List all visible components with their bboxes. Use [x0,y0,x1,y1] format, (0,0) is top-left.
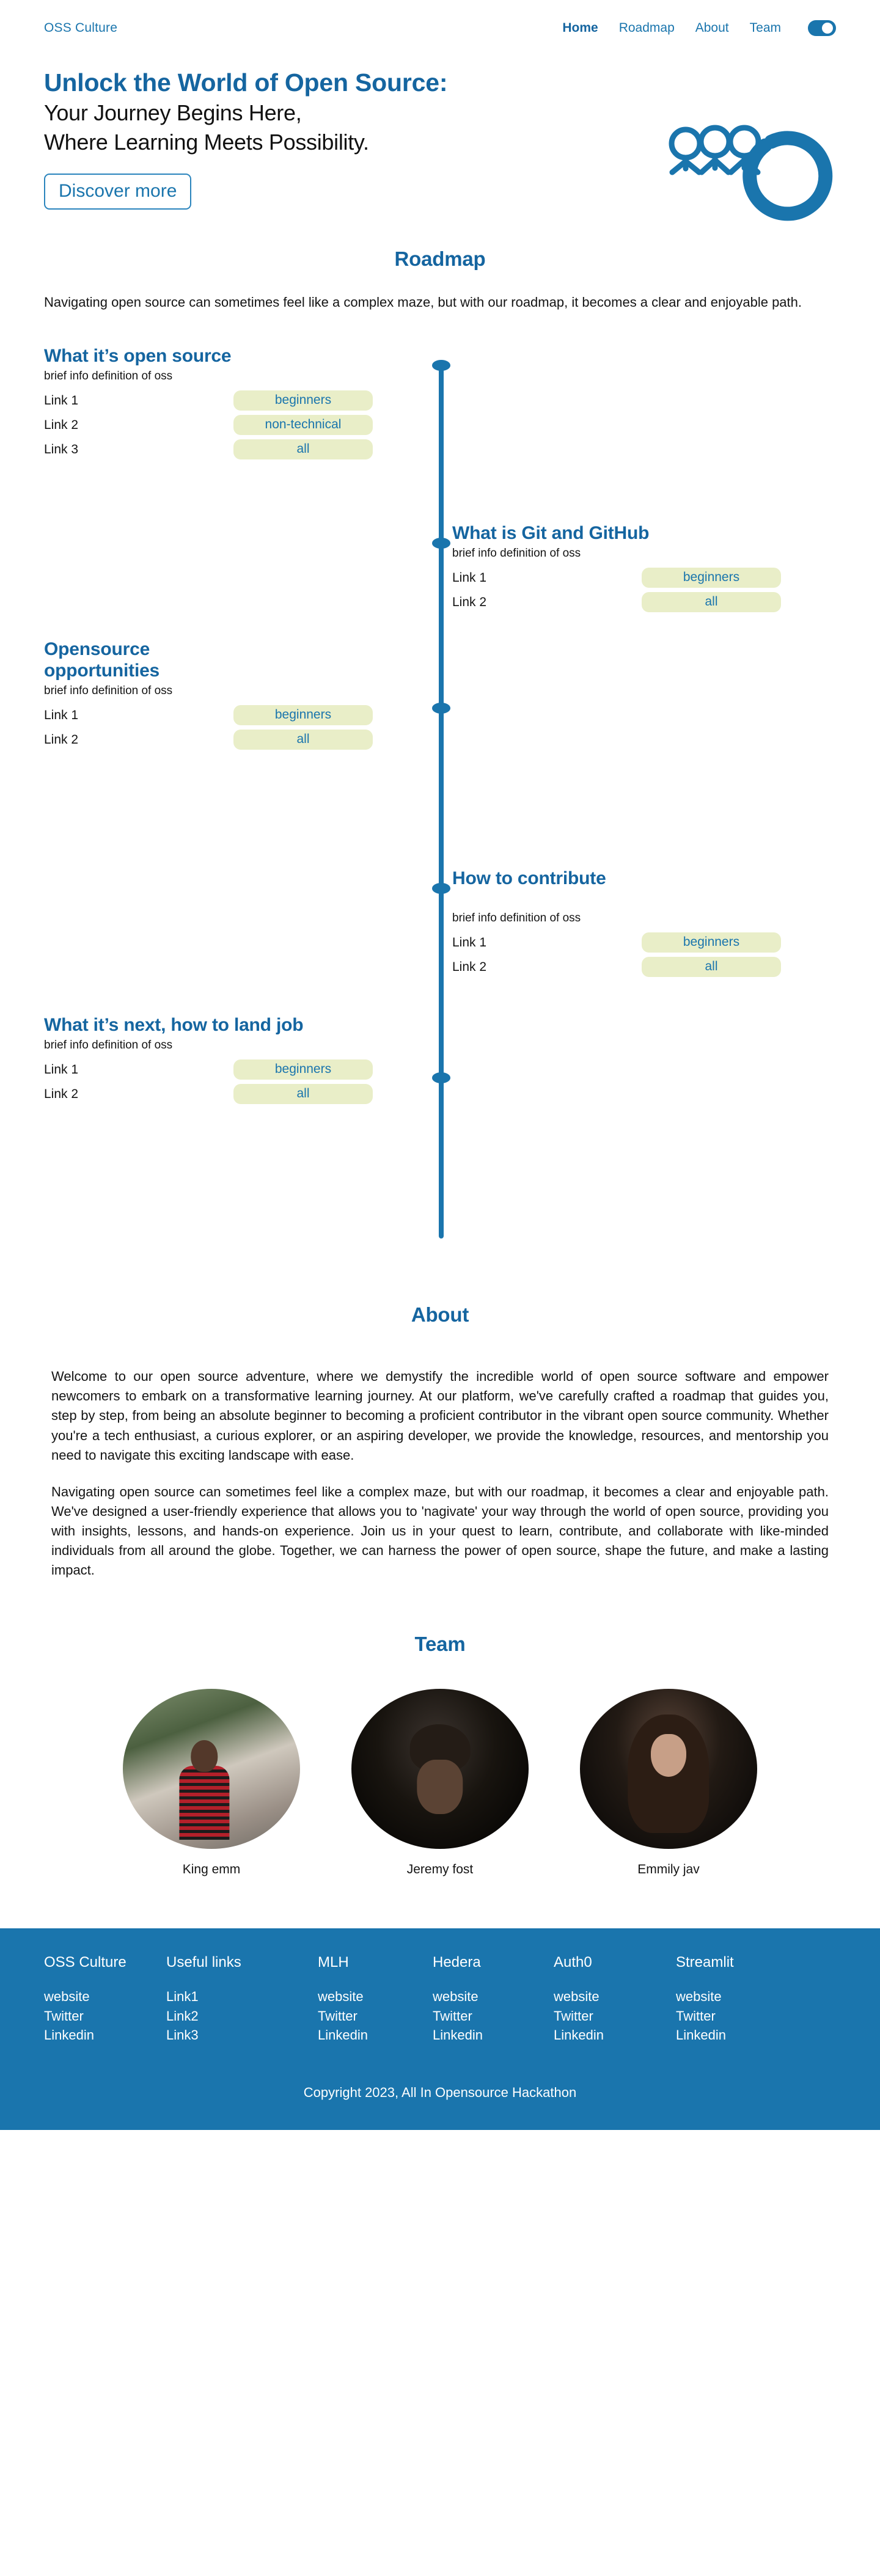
roadmap-item-5 [44,1014,411,1108]
footer-column-hedera [433,1954,554,2044]
footer-columns [44,1954,836,2044]
nav-link-team[interactable]: Team [749,21,781,35]
footer-column-oss-culture [44,1954,166,2044]
roadmap-item-links [44,705,411,750]
roadmap-link-row [44,705,411,725]
roadmap-intro-text: Navigating open source can sometimes feel like a complex maze, but with our roadmap, it becomes a clear and enjoyable path. [44,295,802,310]
footer-column-title: Streamlit [676,1954,734,1971]
timeline-dot-5 [432,1072,450,1083]
timeline-line [439,365,444,1239]
team-member [123,1689,300,1877]
footer-link[interactable]: website [44,1989,90,2005]
roadmap-link[interactable]: Link 1 [44,708,79,722]
footer-link[interactable]: Link2 [166,2008,199,2024]
roadmap-link-row [44,1084,411,1104]
team-member-name: Emmily jav [637,1862,700,1877]
footer-link[interactable]: Twitter [44,2008,84,2024]
roadmap-timeline [0,345,880,1256]
roadmap-link-row [44,415,411,435]
footer-link[interactable]: website [554,1989,600,2005]
roadmap-tag-badge: all [642,957,781,977]
team-title: Team [414,1633,466,1656]
roadmap-item-4 [452,868,819,981]
theme-toggle-switch[interactable] [808,20,836,36]
footer-link[interactable]: Twitter [433,2008,472,2024]
footer-column-title: Hedera [433,1954,481,1971]
footer-link[interactable]: website [318,1989,364,2005]
roadmap-item-description: brief info definition of oss [452,547,581,560]
site-footer [0,1928,880,2130]
team-section [0,1580,880,1877]
timeline-dot-2 [432,538,450,549]
roadmap-tag-badge: beginners [233,1059,373,1080]
nav-links [562,20,836,36]
roadmap-tag-badge: beginners [642,932,781,953]
roadmap-title: Roadmap [394,247,486,271]
roadmap-item-links [44,390,411,459]
roadmap-link-row [452,957,819,977]
footer-column-auth0 [554,1954,676,2044]
roadmap-link-row [452,568,819,588]
roadmap-item-1 [44,345,411,464]
footer-link[interactable]: Link1 [166,1989,199,2005]
roadmap-link[interactable]: Link 1 [452,570,487,585]
roadmap-item-links [452,568,819,612]
roadmap-tag-badge: all [642,592,781,612]
footer-link[interactable]: Twitter [318,2008,358,2024]
timeline-dot-1 [432,360,450,371]
roadmap-link[interactable]: Link 1 [44,393,79,408]
footer-column-title: Auth0 [554,1954,592,1971]
footer-link[interactable]: Link3 [166,2027,199,2043]
nav-link-home[interactable]: Home [562,21,598,35]
roadmap-item-description: brief info definition of oss [44,684,173,698]
footer-link[interactable]: website [676,1989,722,2005]
roadmap-section [0,210,880,1256]
roadmap-item-2 [452,522,819,617]
timeline-dot-3 [432,703,450,714]
roadmap-link[interactable]: Link 1 [452,935,487,950]
footer-link[interactable]: Linkedin [44,2027,94,2043]
team-member [351,1689,529,1877]
footer-column-title: Useful links [166,1954,241,1971]
roadmap-tag-badge: non-technical [233,415,373,435]
roadmap-item-3 [44,639,411,754]
nav-link-roadmap[interactable]: Roadmap [618,21,675,35]
timeline-dot-4 [432,883,450,894]
about-title: About [411,1303,469,1326]
hero-text-block [44,67,447,210]
roadmap-tag-badge: beginners [642,568,781,588]
roadmap-item-description: brief info definition of oss [44,1039,173,1052]
about-body [51,1367,829,1580]
roadmap-link[interactable]: Link 2 [44,1086,79,1101]
footer-link[interactable]: Twitter [554,2008,593,2024]
roadmap-tag-badge: all [233,1084,373,1104]
footer-link[interactable]: Linkedin [433,2027,483,2043]
footer-column-streamlit [676,1954,798,2044]
about-paragraph-1: Welcome to our open source adventure, where we demystify the incredible world of open source software and empower newcomers to embark on a transformative learning journey. At our platform, we've carefully crafted a roadmap that guides you, step by step, from being an absolute beginner to becoming a proficient contributor in the vibrant open source community. Whether you're a tech enthusiast, a curious explorer, or an aspiring developer, we provide the knowledge, resources, and mentorship you need to navigate this exciting landscape with ease. [51,1369,829,1463]
hero-section [0,56,880,210]
team-member-name: King emm [182,1862,241,1877]
avatar [123,1689,300,1849]
roadmap-link-row [44,439,411,459]
roadmap-link[interactable]: Link 2 [452,595,487,609]
roadmap-link-row [44,1059,411,1080]
roadmap-link-row [452,932,819,953]
team-member-name: Jeremy fost [406,1862,474,1877]
roadmap-tag-badge: all [233,439,373,459]
roadmap-item-heading: What it’s open source [44,346,232,367]
footer-column-title: MLH [318,1954,349,1971]
roadmap-item-description: brief info definition of oss [452,912,581,925]
roadmap-item-heading: What is Git and GitHub [452,523,650,544]
roadmap-item-links [44,1059,411,1104]
avatar [580,1689,757,1849]
discover-more-button[interactable]: Discover more [44,174,191,210]
top-navigation-bar [0,0,880,56]
footer-link[interactable]: website [433,1989,479,2005]
footer-column-title: OSS Culture [44,1954,127,1971]
roadmap-link[interactable]: Link 2 [452,959,487,974]
roadmap-link-row [452,592,819,612]
hero-subline-2: Where Learning Meets Possibility. [44,129,369,155]
roadmap-tag-badge: beginners [233,705,373,725]
footer-link[interactable]: Linkedin [318,2027,368,2043]
avatar [351,1689,529,1849]
roadmap-link[interactable]: Link 2 [44,417,79,432]
team-member [580,1689,757,1877]
roadmap-link-row [44,390,411,411]
footer-column-useful-links [166,1954,318,2044]
roadmap-link[interactable]: Link 1 [44,1062,79,1077]
roadmap-tag-badge: beginners [233,390,373,411]
footer-link[interactable]: Linkedin [554,2027,604,2043]
roadmap-item-links [452,932,819,977]
roadmap-tag-badge: all [233,730,373,750]
hero-subline-1: Your Journey Begins Here, [44,100,302,126]
people-and-circle-icon [660,123,843,230]
nav-link-about[interactable]: About [695,21,729,35]
roadmap-item-heading: Opensource opportunities [44,639,160,681]
roadmap-link[interactable]: Link 3 [44,442,79,456]
roadmap-item-heading: How to contribute [452,868,606,889]
about-paragraph-2: Navigating open source can sometimes feel like a complex maze, but with our roadmap, it becomes a clear and enjoyable path. We've designed a user-friendly experience that allows you to 'nagivate' your way through the world of open source, providing you with insights, lessons, and hands-on experience. Join us in your quest to learn, contribute, and collaborate with like-minded individuals from all around the globe. Together, we can harness the power of open source, shape the future, and make a lasting impact. [51,1484,829,1578]
roadmap-item-description: brief info definition of oss [44,370,173,383]
roadmap-link[interactable]: Link 2 [44,732,79,747]
about-section [0,1256,880,1580]
footer-column-mlh [318,1954,433,2044]
footer-link[interactable]: Twitter [676,2008,716,2024]
hero-headline: Unlock the World of Open Source: [44,68,448,97]
copyright-text: Copyright 2023, All In Opensource Hackathon [303,2084,577,2100]
site-logo[interactable]: OSS Culture [44,21,118,35]
footer-link[interactable]: Linkedin [676,2027,726,2043]
team-members-row [0,1689,880,1877]
roadmap-item-heading: What it’s next, how to land job [44,1015,304,1036]
roadmap-link-row [44,730,411,750]
